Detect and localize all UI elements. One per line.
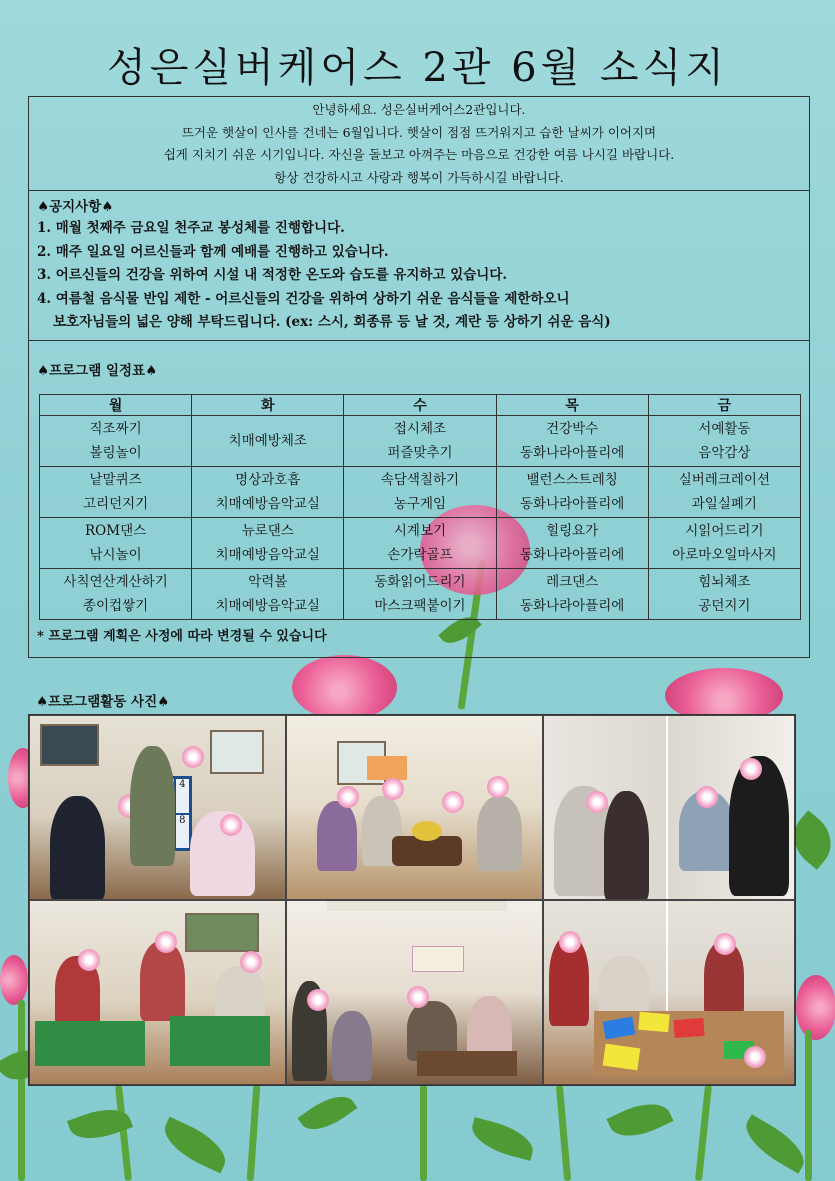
day-header: 목 bbox=[496, 395, 648, 416]
program-name: 과일실폐기 bbox=[691, 496, 757, 512]
greeting-line: 안녕하세요. 성은실버케어스2관입니다. bbox=[312, 102, 526, 117]
pink-flower bbox=[0, 955, 28, 1005]
notice-item: 1. 매월 첫째주 금요일 천주교 봉성체를 진행합니다. bbox=[37, 220, 345, 236]
board-number: 4 bbox=[176, 779, 189, 813]
program-name: 농구게임 bbox=[393, 496, 447, 512]
program-name: 동화나라아플리에 bbox=[519, 496, 625, 512]
program-name: 사칙연산계산하기 bbox=[63, 574, 168, 590]
table-cell bbox=[648, 518, 800, 569]
program-name: 치매예방음악교실 bbox=[215, 496, 320, 512]
program-name: 접시체조 bbox=[393, 421, 447, 437]
board-number: 8 bbox=[176, 815, 189, 849]
program-name: 밸런스스트레칭 bbox=[526, 472, 618, 488]
program-name: 시계보기 bbox=[393, 523, 447, 539]
day-header: 수 bbox=[344, 395, 496, 416]
program-name: 음악감상 bbox=[698, 445, 751, 461]
table-cell bbox=[344, 416, 496, 467]
program-name: 볼링놀이 bbox=[89, 445, 142, 461]
divider bbox=[29, 340, 809, 341]
activity-photo bbox=[29, 900, 286, 1085]
program-name: 뉴로댄스 bbox=[241, 523, 294, 539]
program-name: 실버레크레이션 bbox=[678, 472, 771, 488]
program-name: 아로마오일마사지 bbox=[672, 547, 777, 563]
notice-list bbox=[37, 217, 809, 335]
schedule-heading: ♠프로그램 일정표♠ bbox=[37, 363, 158, 379]
greeting-line: 뜨거운 햇살이 인사를 건네는 6월입니다. 햇살이 점점 뜨거워지고 습한 날씨가 이어지며 bbox=[181, 124, 657, 140]
program-name: 동화나라아플리에 bbox=[519, 547, 625, 563]
program-name: 시읽어드리기 bbox=[685, 523, 764, 539]
table-row bbox=[40, 416, 801, 467]
day-header: 화 bbox=[192, 395, 344, 416]
table-cell bbox=[344, 518, 496, 569]
program-name: 낱말퀴즈 bbox=[89, 472, 142, 488]
notice-item: 3. 어르신들의 건강을 위하여 시설 내 적정한 온도와 습도를 유지하고 있습니다. bbox=[37, 267, 508, 283]
program-name: 힘뇌체조 bbox=[698, 574, 751, 590]
pink-flower bbox=[292, 655, 397, 720]
program-name: 종이컵쌓기 bbox=[82, 598, 149, 614]
activity-photo bbox=[286, 900, 543, 1085]
greeting-message bbox=[29, 97, 809, 191]
program-name: 명상과호흡 bbox=[235, 472, 301, 488]
table-cell bbox=[496, 518, 648, 569]
program-name: 악력볼 bbox=[248, 574, 288, 590]
activity-photo bbox=[543, 900, 795, 1085]
program-name: 속담색칠하기 bbox=[380, 472, 460, 488]
day-header: 금 bbox=[648, 395, 800, 416]
activity-photo bbox=[29, 715, 286, 900]
page-title: 성은실버케어스 2관 6월 소식지 bbox=[107, 45, 728, 91]
table-cell bbox=[192, 467, 344, 518]
day-header: 월 bbox=[40, 395, 192, 416]
program-name: 힐링요가 bbox=[546, 523, 599, 539]
notice-heading: ♠공지사항♠ bbox=[37, 199, 114, 215]
program-name: 퍼즐맞추기 bbox=[387, 445, 453, 461]
table-cell bbox=[648, 467, 800, 518]
table-row bbox=[40, 467, 801, 518]
program-name: 치매예방음악교실 bbox=[215, 598, 320, 614]
table-cell bbox=[648, 569, 800, 620]
table-cell bbox=[40, 416, 192, 467]
program-name: 공던지기 bbox=[698, 598, 751, 614]
table-cell bbox=[496, 467, 648, 518]
program-name: 동화읽어드리기 bbox=[374, 574, 466, 590]
program-name: 건강박수 bbox=[546, 421, 599, 437]
program-schedule-table bbox=[39, 394, 801, 620]
photo-heading: ♠프로그램활동 사진♠ bbox=[36, 694, 170, 710]
table-cell bbox=[496, 416, 648, 467]
notice-item: 2. 매주 일요일 어르신들과 함께 예배를 진행하고 있습니다. bbox=[37, 243, 389, 260]
program-name: 동화나라아플리에 bbox=[519, 445, 625, 461]
program-name: 동화나라아플리에 bbox=[519, 598, 625, 614]
program-name: 치매예방음악교실 bbox=[215, 547, 320, 563]
table-cell bbox=[192, 518, 344, 569]
table-cell bbox=[40, 467, 192, 518]
program-name: 직조짜기 bbox=[89, 421, 142, 437]
table-cell bbox=[648, 416, 800, 467]
table-cell bbox=[344, 467, 496, 518]
schedule-note: * 프로그램 계획은 사정에 따라 변경될 수 있습니다 bbox=[37, 629, 327, 644]
notice-item: 4. 여름철 음식물 반입 제한 - 어르신들의 건강을 위하여 상하기 쉬운 음식들을 제한하오니 bbox=[37, 290, 570, 307]
greeting-line: 쉽게 지치기 쉬운 시기입니다. 자신을 돌보고 아껴주는 마음으로 건강한 여름 나시길 바랍니다. bbox=[163, 147, 675, 162]
table-cell bbox=[496, 569, 648, 620]
program-name: 치매예방체조 bbox=[228, 433, 307, 449]
pink-flower bbox=[796, 975, 835, 1040]
table-cell bbox=[40, 518, 192, 569]
activity-photo-grid bbox=[28, 714, 796, 1086]
table-cell bbox=[192, 569, 344, 620]
program-name: 고리던지기 bbox=[82, 496, 149, 512]
activity-photo bbox=[286, 715, 543, 900]
activity-photo bbox=[543, 715, 795, 900]
newsletter-box bbox=[28, 96, 810, 658]
greeting-line: 항상 건강하시고 사랑과 행복이 가득하시길 바랍니다. bbox=[274, 169, 564, 185]
program-name: 서예활동 bbox=[698, 421, 751, 437]
table-row bbox=[40, 518, 801, 569]
program-name: 낚시놀이 bbox=[89, 547, 142, 563]
notice-item-continuation: 보호자님들의 넓은 양해 부탁드립니다. (ex: 스시, 회종류 등 날 것, 계란 등 상하기 쉬운 음식) bbox=[53, 314, 611, 330]
table-row bbox=[40, 569, 801, 620]
table-cell bbox=[192, 416, 344, 467]
table-cell bbox=[344, 569, 496, 620]
program-name: 손가락골프 bbox=[387, 547, 453, 563]
program-name: 레크댄스 bbox=[546, 574, 599, 590]
program-name: 마스크팩붙이기 bbox=[374, 598, 466, 614]
program-name: ROM댄스 bbox=[85, 523, 147, 539]
table-header-row bbox=[40, 395, 801, 416]
table-cell bbox=[40, 569, 192, 620]
